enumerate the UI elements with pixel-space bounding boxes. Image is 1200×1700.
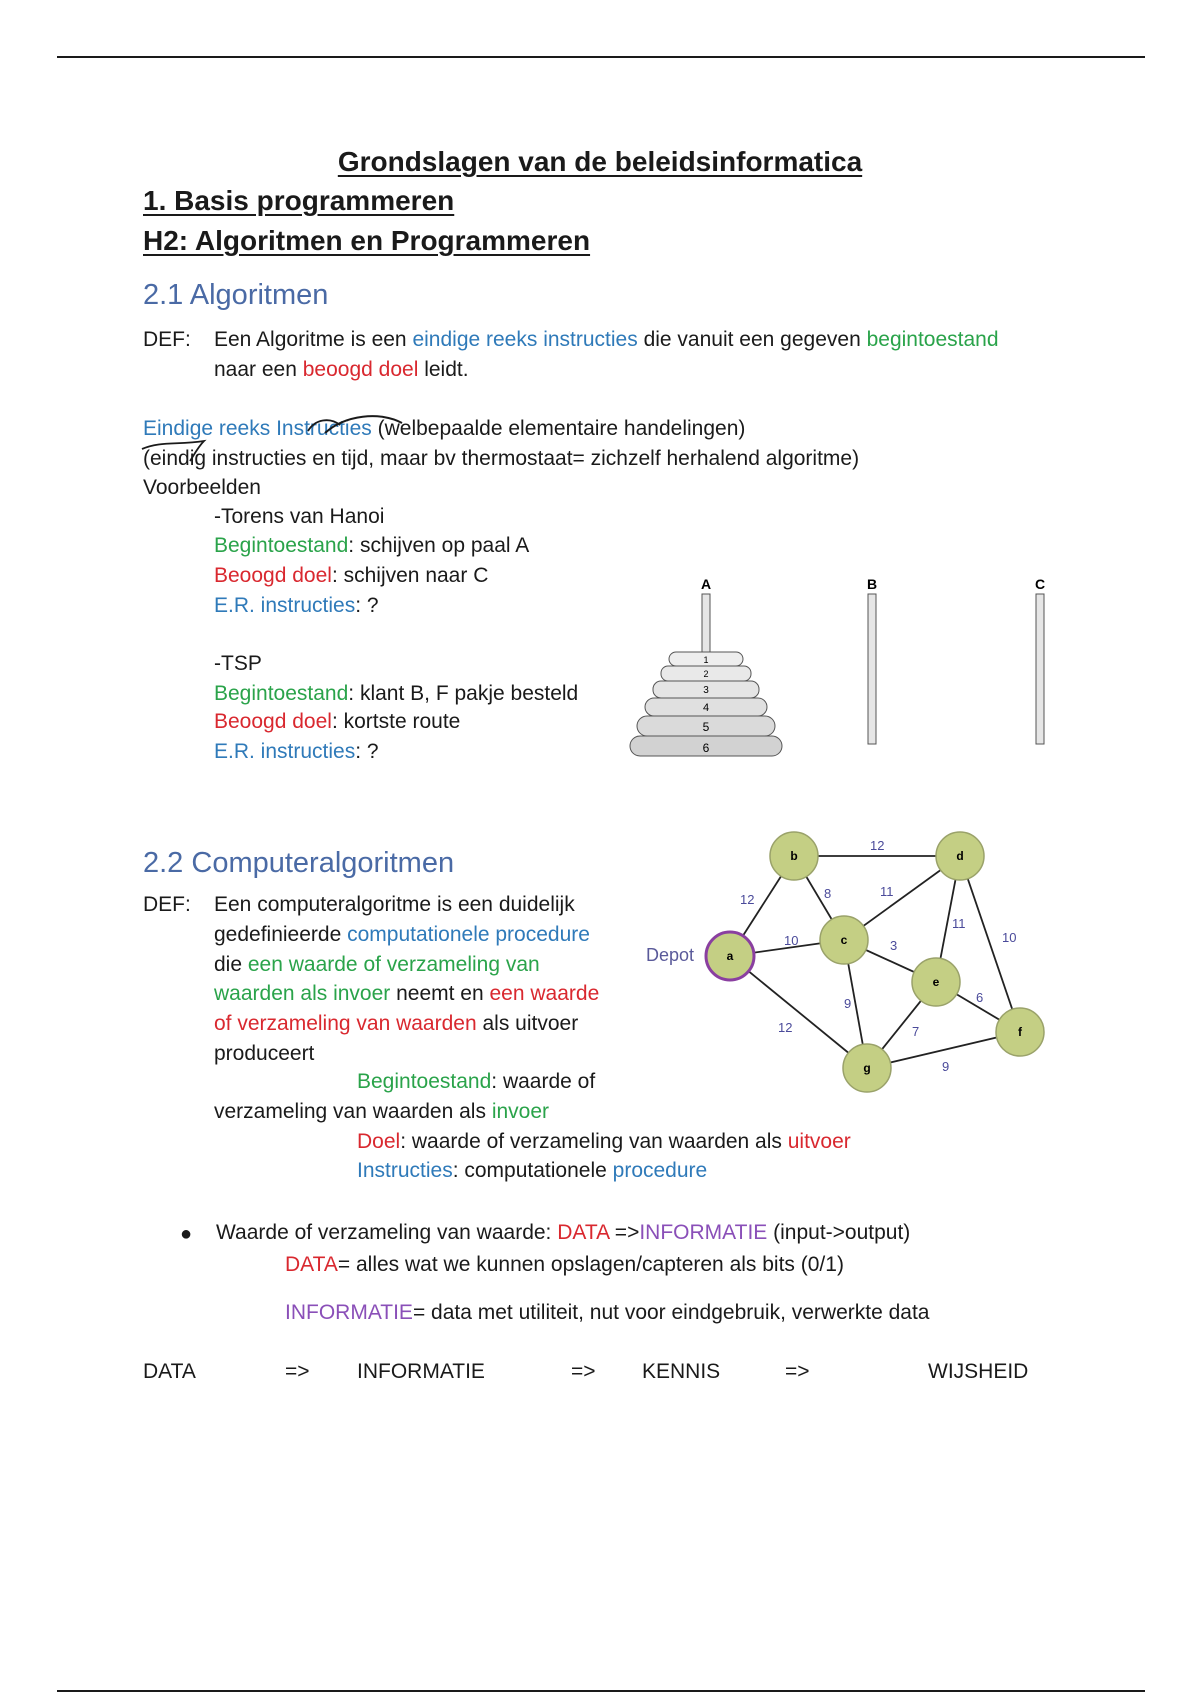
weight-d-f: 10 xyxy=(1002,930,1017,945)
chapter-heading: 1. Basis programmeren xyxy=(143,185,455,216)
value-text: : schijven op paal A xyxy=(348,534,530,557)
node-d xyxy=(936,832,984,880)
chain-arrow-2: => xyxy=(571,1360,596,1383)
value-text: : waarde of xyxy=(491,1070,596,1093)
bullet-text: (input->output) xyxy=(767,1221,911,1244)
label-instructies: Instructies xyxy=(357,1159,453,1182)
node-f xyxy=(996,1008,1044,1056)
example-tsp-instructions xyxy=(214,738,379,766)
value-text: : schijven naar C xyxy=(331,564,489,587)
def-text: die vanuit een gegeven xyxy=(637,328,867,351)
node-e xyxy=(912,958,960,1006)
weight-d-e: 11 xyxy=(952,916,966,931)
disk-6 xyxy=(630,736,782,756)
disk-1 xyxy=(669,652,743,666)
def2-line-4 xyxy=(214,980,599,1008)
node-label-d: d xyxy=(956,849,964,863)
def-text: Een Algoritme is een xyxy=(214,328,413,351)
def2-line-6: produceert xyxy=(214,1042,315,1065)
depot-label: Depot xyxy=(646,945,695,965)
definition-text: = data met utiliteit, nut voor eindgebruik, verwerkte data xyxy=(412,1301,930,1324)
peg-label-b: B xyxy=(866,576,878,592)
label-instructies: E.R. instructies xyxy=(214,594,356,617)
def-text: gedefinieerde xyxy=(214,923,348,946)
disk-label: 3 xyxy=(703,685,709,696)
disk-label: 5 xyxy=(702,720,710,734)
computer-instructions xyxy=(357,1157,707,1185)
bullet-text: => xyxy=(608,1221,640,1244)
note-line-2: (eindig instructies en tijd, maar bv thermostaat= zichzelf herhalend algoritme) xyxy=(143,447,860,470)
bullet-dot: ● xyxy=(180,1223,193,1245)
chain-informatie: INFORMATIE xyxy=(357,1360,485,1383)
def-highlight-invoer: een waarde of verzameling van xyxy=(247,953,540,976)
value-text: : klant B, F pakje besteld xyxy=(348,682,579,705)
highlight-procedure: procedure xyxy=(612,1159,708,1182)
value-text: : kortste route xyxy=(331,710,461,733)
disk-label: 2 xyxy=(703,669,709,679)
disk-label: 4 xyxy=(702,702,710,714)
def2-line-5 xyxy=(214,1010,578,1038)
examples-label: Voorbeelden xyxy=(143,476,261,499)
disk-2 xyxy=(661,666,751,681)
node-label-g: g xyxy=(863,1061,871,1075)
top-rule xyxy=(57,56,1145,58)
section-heading-algoritmen: 2.1 Algoritmen xyxy=(143,279,329,311)
chain-data: DATA xyxy=(143,1360,196,1383)
peg-b xyxy=(868,594,876,744)
disk-4 xyxy=(645,698,767,716)
example-tsp-goal xyxy=(214,708,460,736)
definition-text: = alles wat we kunnen opslagen/capteren als bits (0/1) xyxy=(337,1253,844,1276)
computer-start-line-1 xyxy=(357,1068,595,1096)
highlight-informatie: INFORMATIE xyxy=(639,1221,768,1244)
example-hanoi-goal xyxy=(214,562,488,590)
value-text: : computationele xyxy=(452,1159,613,1182)
note-highlight: Eindige reeks Instructies xyxy=(143,417,372,440)
label-doel: Doel xyxy=(357,1130,401,1153)
label-data: DATA xyxy=(285,1253,338,1276)
hanoi-tower-figure xyxy=(620,570,1060,770)
weight-a-b: 12 xyxy=(740,892,755,907)
example-tsp-title: -TSP xyxy=(214,652,262,675)
highlight-data: DATA xyxy=(557,1221,609,1244)
informatie-definition xyxy=(285,1299,929,1327)
def-text: als uitvoer xyxy=(476,1012,579,1035)
example-tsp-start xyxy=(214,680,578,708)
node-g xyxy=(843,1044,891,1092)
weight-a-g: 12 xyxy=(778,1020,793,1035)
def-highlight-procedure: computationele procedure xyxy=(347,923,590,946)
label-informatie: INFORMATIE xyxy=(285,1301,413,1324)
weight-e-f: 6 xyxy=(976,990,984,1005)
edge-a-g xyxy=(730,956,867,1068)
bullet-data-informatie xyxy=(216,1219,910,1247)
label-instructies: E.R. instructies xyxy=(214,740,356,763)
peg-label-c: C xyxy=(1034,576,1046,592)
def-highlight-instructions: eindige reeks instructies xyxy=(412,328,638,351)
node-label-f: f xyxy=(1018,1025,1022,1039)
note-text: (welbepaalde elementaire handelingen) xyxy=(371,417,746,440)
tsp-graph-figure xyxy=(640,820,1060,1100)
label-begintoestand: Begintoestand xyxy=(214,682,349,705)
def-text: naar een xyxy=(214,358,303,381)
peg-label-a: A xyxy=(700,576,712,592)
definition-line-1 xyxy=(214,326,999,354)
def-highlight-uitvoer: of verzameling van waarden xyxy=(214,1012,477,1035)
bullet-text: Waarde of verzameling van waarde: xyxy=(216,1221,558,1244)
bottom-rule xyxy=(57,1690,1145,1692)
chain-arrow-1: => xyxy=(285,1360,310,1383)
label-beoogd-doel: Beoogd doel xyxy=(214,710,332,733)
section-heading-computeralgoritmen: 2.2 Computeralgoritmen xyxy=(143,847,455,879)
def-text: leidt. xyxy=(418,358,469,381)
highlight-uitvoer: uitvoer xyxy=(787,1130,851,1153)
node-b xyxy=(770,832,818,880)
node-label-e: e xyxy=(932,975,940,989)
computer-goal xyxy=(357,1128,851,1156)
node-label-c: c xyxy=(840,933,848,947)
disk-label: 6 xyxy=(702,741,710,755)
weight-e-g: 7 xyxy=(912,1024,920,1039)
def-highlight-begintoestand: begintoestand xyxy=(866,328,999,351)
chain-arrow-3: => xyxy=(785,1360,810,1383)
weight-g-f: 9 xyxy=(942,1059,950,1074)
disk-3 xyxy=(653,681,759,698)
chain-kennis: KENNIS xyxy=(642,1360,721,1383)
node-a xyxy=(706,932,754,980)
definition-line-2 xyxy=(214,356,469,384)
example-hanoi-title: -Torens van Hanoi xyxy=(214,505,385,528)
peg-c xyxy=(1036,594,1044,744)
value-text: : waarde of verzameling van waarden als xyxy=(400,1130,788,1153)
disk-5 xyxy=(637,716,775,736)
def2-line-2 xyxy=(214,921,590,949)
node-label-a: a xyxy=(726,949,734,963)
def2-line-1: Een computeralgoritme is een duidelijk xyxy=(214,893,575,916)
label-begintoestand: Begintoestand xyxy=(357,1070,492,1093)
def-text: die xyxy=(214,953,248,976)
value-text: : ? xyxy=(355,594,379,617)
example-hanoi-instructions xyxy=(214,592,379,620)
weight-c-e: 3 xyxy=(890,938,898,953)
def-label-1: DEF: xyxy=(143,328,191,351)
value-text: verzameling van waarden als xyxy=(214,1100,492,1123)
handwriting-scribble xyxy=(140,405,410,465)
label-beoogd-doel: Beoogd doel xyxy=(214,564,332,587)
def-label-2: DEF: xyxy=(143,893,191,916)
def-highlight-uitvoer: een waarde xyxy=(489,982,600,1005)
value-text: : ? xyxy=(355,740,379,763)
disk-label: 1 xyxy=(703,655,709,665)
node-c xyxy=(820,916,868,964)
computer-start-line-2 xyxy=(214,1098,549,1126)
weight-c-d: 11 xyxy=(880,884,894,899)
weight-a-c: 10 xyxy=(784,933,799,948)
subchapter-heading: H2: Algoritmen en Programmeren xyxy=(143,225,591,256)
example-hanoi-start xyxy=(214,532,529,560)
data-definition xyxy=(285,1251,844,1279)
def2-line-3 xyxy=(214,951,540,979)
def-highlight-invoer: waarden als invoer xyxy=(214,982,391,1005)
weight-b-d: 12 xyxy=(870,838,885,853)
document-title: Grondslagen van de beleidsinformatica xyxy=(337,146,863,177)
weight-c-g: 9 xyxy=(844,996,852,1011)
highlight-invoer: invoer xyxy=(491,1100,550,1123)
def-text: neemt en xyxy=(390,982,490,1005)
label-begintoestand: Begintoestand xyxy=(214,534,349,557)
node-label-b: b xyxy=(790,849,798,863)
def-highlight-doel: beoogd doel xyxy=(302,358,419,381)
chain-wijsheid: WIJSHEID xyxy=(928,1360,1029,1383)
weight-b-c: 8 xyxy=(824,886,832,901)
